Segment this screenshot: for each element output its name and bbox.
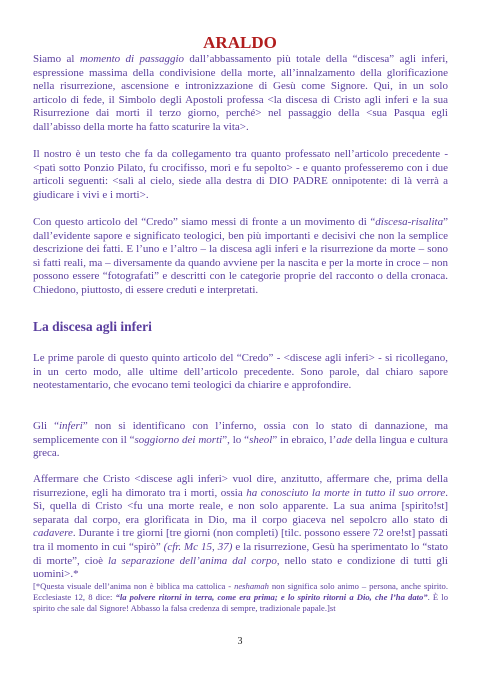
text-run: . Durante i tre giorni [tre giorni (non completi) [tilc. possono essere 72 ore!st] passati tra il momento in cui “spirò” bbox=[33, 527, 448, 553]
text-run: [*Questa visuale dell’anima non è biblica ma cattolica - bbox=[33, 581, 235, 591]
text-run: ” non si identificano con l’inferno, ossia con lo stato di dannazione, ma semplicemente con il “ bbox=[33, 420, 448, 446]
paragraph-movement bbox=[33, 216, 448, 298]
text-run: . È lo spirito che sale dal Signore! Abbasso la falsa credenza di sempre, tradizionale papale.]st bbox=[33, 592, 448, 614]
paragraph-inferi bbox=[33, 420, 448, 461]
section-heading: La discesa agli inferi bbox=[33, 319, 152, 334]
italic-run: inferi bbox=[59, 420, 83, 432]
paragraph-link: Il nostro è un testo che fa da collegamento tra quanto professato nell’articolo precedente - <patì sotto Ponzio Pilato, fu crocifisso, morì e fu sepolto> - e quanto professeremo con i due articoli seguenti: <salì al cielo, siede alla destra di DIO PADRE onnipotente: di là verrà a giudicare i vivi e i morti>. bbox=[33, 148, 448, 201]
text-run: dall’abbassamento più totale della “discesa” agli inferi, espressione massima della condivisione della morte, all’innalzamento della glorificazione nella risurrezione, ascensione e intronizzazione di Gesù come Signore. Qui, in un solo articolo di fede, il Simbolo degli Apostoli professa <la discesa di Cristo agli inferi e la sua Risurrezione dai morti il terzo giorno, perché> nel passaggio della <sua Pasqua egli dall’abisso della morte ha fatto scaturire la vita>. bbox=[33, 53, 448, 133]
italic-run: soggiorno dei morti bbox=[134, 433, 223, 446]
italic-run: (cfr. Mc 15, 37) bbox=[163, 540, 233, 553]
text-run: Con questo articolo del “Credo” siamo messi di fronte a un movimento di “ bbox=[33, 216, 376, 228]
italic-run: neshamah bbox=[234, 581, 269, 591]
text-run: e la risurrezione, Gesù ha sperimentato lo “stato di morte”, cioè bbox=[33, 540, 449, 567]
text-run: Affermare che Cristo <discese agli inferi> vuol dire, anzitutto, affermare che, prima della risurrezione, egli ha dimorato tra i morti, ossia bbox=[33, 473, 448, 499]
text-run: della lingua e cultura greca. bbox=[33, 433, 449, 460]
text-run: Siamo al bbox=[33, 53, 80, 65]
footnote bbox=[33, 581, 448, 615]
bold-italic-run: “la polvere ritorni in terra, come era prima; e lo spirito ritorni a Dio, che l’ha dato” bbox=[115, 592, 428, 603]
italic-run: ha conosciuto la morte in tutto il suo orrore bbox=[246, 486, 446, 499]
text-run: Gli “ bbox=[33, 420, 59, 432]
italic-run: ade bbox=[336, 433, 353, 446]
paragraph-intro bbox=[33, 53, 448, 135]
italic-run: cadavere bbox=[33, 527, 73, 540]
text-run: , nello stato e condizione di tutti gli uomini>.* bbox=[33, 554, 448, 581]
text-run: ” in ebraico, l’ bbox=[272, 433, 337, 446]
text-run: non significa solo animo – persona, anche spirito. Ecclesiaste 12, 8 dice: bbox=[33, 581, 448, 603]
italic-run: sheol bbox=[249, 433, 273, 446]
text-run: ”, lo “ bbox=[222, 433, 250, 446]
text-run: . Sì, quella di Cristo <fu una morte reale, e non solo apparente. La sua anima [spirito!st] separata dal corpo, era glorificata in Dio, ma il corpo giaceva nel sepolcro allo stato di bbox=[33, 486, 449, 526]
page-number: 3 bbox=[237, 636, 243, 647]
document-title: ARALDO bbox=[203, 33, 277, 52]
italic-run: momento di passaggio bbox=[79, 53, 185, 65]
italic-run: discesa-risalita bbox=[375, 216, 444, 228]
italic-run: la separazione dell’anima dal corpo bbox=[108, 554, 277, 567]
paragraph-affirmation bbox=[33, 473, 448, 582]
paragraph-first-words: Le prime parole di questo quinto articolo del “Credo” - <discese agli inferi> - si ricollegano, in un certo modo, alle ultime dell’articolo precedente. Sono parole, dal chiaro sapore neotestamentario, che evocano temi teologici da chiarire e approfondire. bbox=[33, 352, 448, 392]
text-run: ” dall’evidente sapore e significato teologici, ben più importanti e decisivi che non la semplice descrizione dei fatti. E l’uno e l’altro – la discesa agli inferi e la risurrezione da morte – sono sì fatti reali, ma – diversamente da quando avviene per la nascita e per la morte in croce – non possono essere “fotografati” e descritti con le categorie proprie del racconto o della cronaca. Chiedono, piuttosto, di essere creduti e interpretati. bbox=[33, 216, 448, 296]
